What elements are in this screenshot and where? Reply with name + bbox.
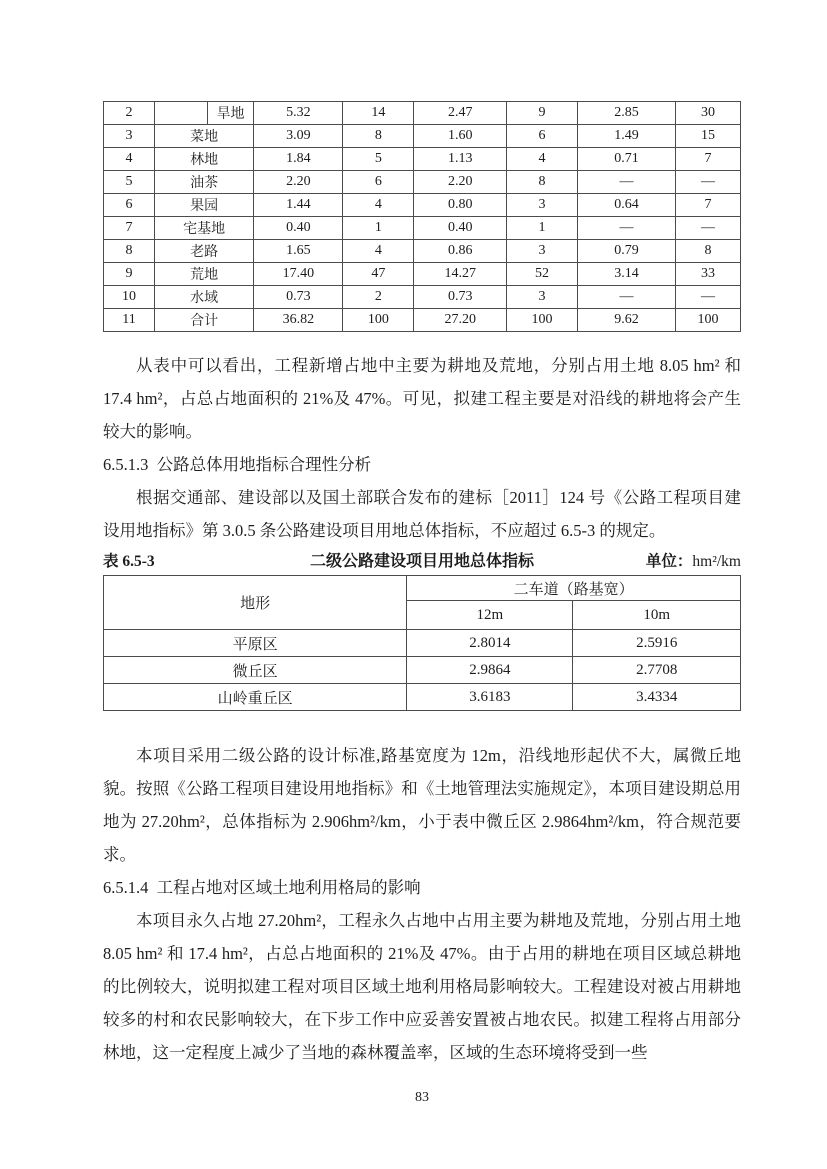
table-row [104, 171, 741, 194]
cell-value: 3.6183 [407, 684, 573, 711]
table-row [104, 194, 741, 217]
cell-no: 5 [104, 171, 155, 194]
cell-value: 6 [507, 125, 578, 148]
table-row [104, 240, 741, 263]
cell-no: 6 [104, 194, 155, 217]
paragraph-standard-reference: 根据交通部、建设部以及国土部联合发布的建标［2011］124 号《公路工程项目建设用地指标》第 3.0.5 条公路建设项目用地总体指标，不应超过 6.5-3 的规定。 [103, 488, 741, 540]
cell-value: 100 [507, 309, 578, 332]
cell-no: 7 [104, 217, 155, 240]
paragraph-index-compliance: 本项目采用二级公路的设计标准,路基宽度为 12m，沿线地形起伏不大，属微丘地貌。按照《公路工程项目建设用地指标》和《土地管理法实施规定》，本项目建设期总用地为 27.20hm²，总体指标为 2.906hm²/km，小于表中微丘区 2.9864hm²/km，符合规范要求。 [103, 746, 741, 864]
cell-value: 14.27 [414, 263, 507, 286]
cell-value: 33 [675, 263, 740, 286]
cell-value: 30 [675, 102, 740, 125]
cell-value: 3.4334 [573, 684, 741, 711]
cell-value: 1.65 [254, 240, 343, 263]
cell-value: 1.84 [254, 148, 343, 171]
cell-value: 2.20 [254, 171, 343, 194]
cell-value: 4 [343, 240, 414, 263]
cell-value: — [577, 217, 675, 240]
cell-value: 2.9864 [407, 657, 573, 684]
cell-value: 2.47 [414, 102, 507, 125]
cell-no: 11 [104, 309, 155, 332]
cell-terrain: 平原区 [104, 630, 407, 657]
cell-value: 52 [507, 263, 578, 286]
cell-terrain: 山岭重丘区 [104, 684, 407, 711]
table-row [104, 630, 741, 657]
cell-value: 2.8014 [407, 630, 573, 657]
cell-value: 8 [343, 125, 414, 148]
cell-value: 1.60 [414, 125, 507, 148]
header-lanes: 二车道（路基宽） [407, 576, 741, 601]
cell-value: 3.14 [577, 263, 675, 286]
cell-no: 10 [104, 286, 155, 309]
table-row [104, 125, 741, 148]
cell-no: 9 [104, 263, 155, 286]
cell-no: 2 [104, 102, 155, 125]
header-12m: 12m [407, 601, 573, 630]
cell-value: 2.5916 [573, 630, 741, 657]
cell-no: 8 [104, 240, 155, 263]
cell-value: 9.62 [577, 309, 675, 332]
cell-value: 8 [507, 171, 578, 194]
cell-label: 老路 [154, 240, 253, 263]
cell-label: 林地 [154, 148, 253, 171]
cell-value: 0.80 [414, 194, 507, 217]
cell-value: 7 [675, 194, 740, 217]
cell-value: 0.73 [254, 286, 343, 309]
cell-value: 5.32 [254, 102, 343, 125]
cell-value: 0.86 [414, 240, 507, 263]
paragraph-landuse-impact: 本项目永久占地 27.20hm²，工程永久占地中占用主要为耕地及荒地，分别占用土地 8.05 hm² 和 17.4 hm²，占总占地面积的 21%及 47%。由于占用的耕地在项目区域总耕地的比例较大，说明拟建工程对项目区域土地利用格局影响较大。工程建设对被占用耕地较多的村和农民影响较大，在下步工作中应妥善安置被占地农民。拟建工程将占用部分林地，这一定程度上减少了当地的森林覆盖率，区域的生态环境将受到一些 [103, 911, 741, 1062]
cell-value: 3.09 [254, 125, 343, 148]
cell-value: 36.82 [254, 309, 343, 332]
cell-value: 2.20 [414, 171, 507, 194]
table-row [104, 102, 741, 125]
road-index-table [103, 575, 741, 711]
cell-value: 4 [507, 148, 578, 171]
cell-value: 4 [343, 194, 414, 217]
table-caption-row [103, 547, 741, 575]
cell-value: — [577, 286, 675, 309]
table-row [104, 657, 741, 684]
cell-value: 1 [507, 217, 578, 240]
cell-value: 2.7708 [573, 657, 741, 684]
table-row [104, 217, 741, 240]
cell-value: 0.64 [577, 194, 675, 217]
page-number: 83 [415, 1090, 429, 1105]
cell-value: 1 [343, 217, 414, 240]
cell-value: — [675, 286, 740, 309]
cell-no: 3 [104, 125, 155, 148]
cell-value: 9 [507, 102, 578, 125]
cell-value: 47 [343, 263, 414, 286]
spacer [103, 332, 741, 349]
cell-value: 27.20 [414, 309, 507, 332]
cell-value: 5 [343, 148, 414, 171]
cell-value: — [675, 217, 740, 240]
cell-value: — [675, 171, 740, 194]
cell-label: 果园 [154, 194, 253, 217]
cell-value: 0.40 [254, 217, 343, 240]
header-terrain: 地形 [104, 576, 407, 630]
cell-value: 1.49 [577, 125, 675, 148]
table-unit [646, 549, 741, 575]
land-occupation-table [103, 101, 741, 332]
table-row [104, 309, 741, 332]
cell-value: 0.40 [414, 217, 507, 240]
cell-value: 0.79 [577, 240, 675, 263]
header-10m: 10m [573, 601, 741, 630]
cell-value: 6 [343, 171, 414, 194]
cell-value: 3 [507, 240, 578, 263]
table-row [104, 263, 741, 286]
table-header-row [104, 576, 741, 601]
section-heading-6-5-1-4: 6.5.1.4 工程占地对区域土地利用格局的影响 [103, 878, 421, 897]
unit-value: hm²/km [692, 553, 741, 570]
cell-value: 2.85 [577, 102, 675, 125]
cell-value: 0.73 [414, 286, 507, 309]
table-row [104, 148, 741, 171]
table-row [104, 286, 741, 309]
cell-label: 荒地 [154, 263, 253, 286]
cell-value: 100 [675, 309, 740, 332]
cell-label: 宅基地 [154, 217, 253, 240]
cell-label: 旱地 [207, 102, 254, 125]
cell-value: 7 [675, 148, 740, 171]
cell-merged-blank [154, 102, 207, 125]
cell-value: 1.13 [414, 148, 507, 171]
cell-label: 合计 [154, 309, 253, 332]
section-heading-6-5-1-3: 6.5.1.3 公路总体用地指标合理性分析 [103, 455, 372, 474]
cell-value: 100 [343, 309, 414, 332]
table-number: 表 6.5-3 [103, 553, 155, 570]
cell-value: 15 [675, 125, 740, 148]
paragraph-land-summary: 从表中可以看出，工程新增占地中主要为耕地及荒地，分别占用土地 8.05 hm² 和 17.4 hm²，占总占地面积的 21%及 47%。可见，拟建工程主要是对沿线的耕地将会产生较大的影响。 [103, 356, 741, 441]
table-row [104, 684, 741, 711]
cell-value: 14 [343, 102, 414, 125]
cell-terrain: 微丘区 [104, 657, 407, 684]
cell-value: 1.44 [254, 194, 343, 217]
cell-value: 17.40 [254, 263, 343, 286]
cell-value: 8 [675, 240, 740, 263]
spacer [103, 711, 741, 739]
unit-label: 单位： [645, 553, 693, 570]
page-content [103, 0, 741, 1069]
cell-value: 3 [507, 286, 578, 309]
cell-value: 0.71 [577, 148, 675, 171]
cell-label: 水域 [154, 286, 253, 309]
cell-value: 3 [507, 194, 578, 217]
table-title: 二级公路建设项目用地总体指标 [309, 553, 534, 570]
cell-value: — [577, 171, 675, 194]
cell-label: 油茶 [154, 171, 253, 194]
cell-no: 4 [104, 148, 155, 171]
cell-value: 2 [343, 286, 414, 309]
cell-label: 菜地 [154, 125, 253, 148]
